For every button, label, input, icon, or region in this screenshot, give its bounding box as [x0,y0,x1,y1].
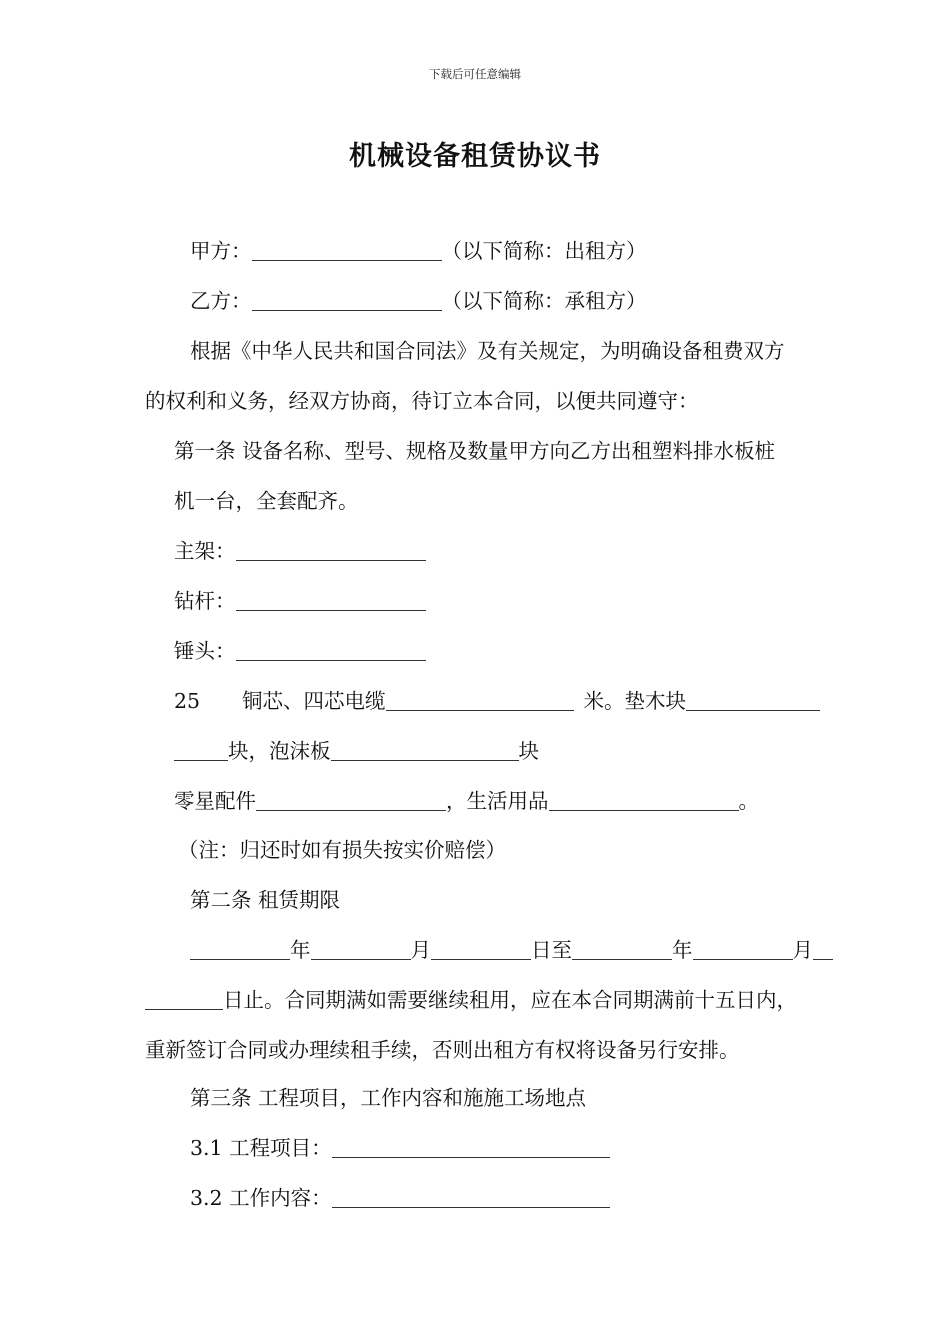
article3-heading: 第三条 工程项目，工作内容和施施工场地点 [190,1086,587,1110]
end-year-blank[interactable] [572,939,672,960]
foam-line [174,737,539,765]
end-month-blank[interactable] [693,939,793,960]
foam-blank[interactable] [331,740,519,761]
parts-label: 零星配件 [174,789,256,813]
lease-period-line-2 [145,986,797,1014]
party-a-suffix: （以下简称：出租方） [441,239,647,263]
start-year-blank[interactable] [190,939,290,960]
year2-label: 年 [672,938,693,962]
cable-number: 25 [174,689,201,713]
day-to-label: 日至 [531,938,572,962]
wood-block-count-blank[interactable] [174,740,228,761]
cable-line [242,687,820,715]
drill-rod-line [174,587,426,615]
daily-goods-label: ，生活用品 [446,789,549,813]
cable-label: 铜芯、四芯电缆 [242,689,386,713]
year-label: 年 [290,938,311,962]
compensation-note: （注：归还时如有损失按实价赔偿） [178,838,506,862]
party-a-blank[interactable] [252,240,442,261]
work-content-line [190,1184,610,1212]
parts-blank[interactable] [256,790,446,811]
work-content-label: 3.2 工作内容： [190,1186,332,1210]
party-b-suffix: （以下简称：承租方） [441,289,647,313]
hammer-line [174,637,426,665]
project-label: 3.1 工程项目： [190,1136,332,1160]
end-day-blank-start[interactable] [813,939,833,960]
foam-label: 块，泡沫板 [228,739,331,763]
drill-rod-label: 钻杆： [174,589,236,613]
main-frame-line [174,537,426,565]
project-line [190,1134,610,1162]
main-frame-label: 主架： [174,539,236,563]
party-b-blank[interactable] [252,290,442,311]
renewal-text-2: 重新签订合同或办理续租手续，否则出租方有权将设备另行安排。 [145,1038,740,1062]
month-label: 月 [410,938,431,962]
project-blank[interactable] [332,1137,610,1158]
header-note: 下载后可任意编辑 [429,67,521,81]
wood-block-blank[interactable] [686,690,820,711]
cable-length-blank[interactable] [386,690,574,711]
foam-block-label: 块 [518,739,539,763]
work-content-blank[interactable] [332,1187,610,1208]
party-a-line [190,237,647,265]
daily-goods-blank[interactable] [549,790,739,811]
start-month-blank[interactable] [311,939,411,960]
meter-label: 米。垫木块 [583,689,686,713]
party-b-label: 乙方： [190,289,252,313]
renewal-text: 日止。合同期满如需要继续租用，应在本合同期满前十五日内， [223,988,797,1012]
main-frame-blank[interactable] [236,540,426,561]
parts-end: 。 [738,789,759,813]
document-title: 机械设备租赁协议书 [349,141,601,172]
hammer-blank[interactable] [236,640,426,661]
parts-line [174,787,759,815]
intro-line-1: 根据《中华人民共和国合同法》及有关规定，为明确设备租费双方 [190,339,785,363]
end-day-blank[interactable] [145,989,223,1010]
article1-line-2: 机一台，全套配齐。 [174,489,359,513]
month2-label: 月 [792,938,813,962]
article2-heading: 第二条 租赁期限 [190,888,341,912]
start-day-blank[interactable] [431,939,531,960]
party-a-label: 甲方： [190,239,252,263]
hammer-label: 锤头： [174,639,236,663]
intro-line-2: 的权利和义务，经双方协商，待订立本合同，以便共同遵守： [145,389,699,413]
lease-period-line [190,936,833,964]
article1-line-1: 第一条 设备名称、型号、规格及数量甲方向乙方出租塑料排水板桩 [174,439,776,463]
drill-rod-blank[interactable] [236,590,426,611]
party-b-line [190,287,647,315]
